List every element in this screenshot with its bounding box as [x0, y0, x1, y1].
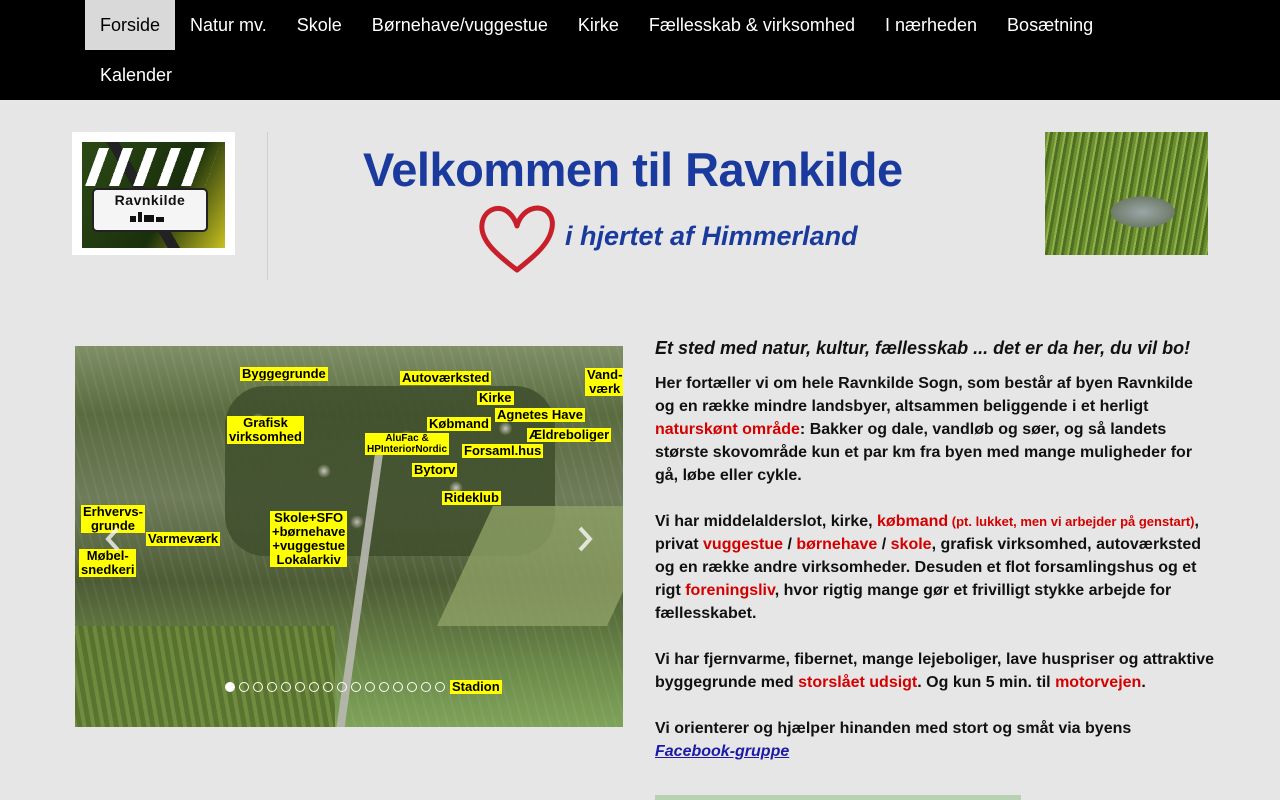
map-label-aeldreboliger: Ældreboliger	[529, 427, 610, 442]
intro-content	[655, 336, 1215, 786]
kobmand-note: (pt. lukket, men vi arbejder på genstart)	[948, 514, 1195, 529]
intro-paragraph-community	[655, 717, 1215, 763]
slider-dot[interactable]	[351, 682, 361, 692]
logo-image	[82, 142, 225, 248]
link-skole[interactable]: skole	[890, 536, 932, 553]
slider-dot[interactable]	[225, 682, 235, 692]
nav-item-kalender[interactable]: Kalender	[100, 65, 173, 85]
slider-dot[interactable]	[239, 682, 249, 692]
slider-dot[interactable]	[267, 682, 277, 692]
logo-stripes	[85, 148, 219, 186]
link-storslaet-udsigt[interactable]: storslået udsigt	[798, 674, 918, 691]
text: Vi har fjernvarme, fibernet, mange lejeboliger, lave huspriser og attraktive byggegrunde med	[655, 651, 1215, 691]
text: . Og kun 5 min. til	[917, 674, 1056, 691]
banner-title: Velkommen til Ravnkilde	[363, 143, 903, 196]
map-label-vandvaerk: Vand- værk	[587, 367, 623, 396]
text: Vi orienterer og hjælper hinanden med stort og småt via byens	[655, 720, 1132, 737]
slider-dot[interactable]	[379, 682, 389, 692]
map-label-kobmand: Købmand	[429, 416, 489, 431]
slider-dot[interactable]	[309, 682, 319, 692]
slider-pagination	[225, 682, 445, 692]
main-navigation	[0, 0, 1280, 100]
town-sign	[92, 188, 208, 232]
map-label-forsamlingshus: Forsaml.hus	[464, 443, 542, 458]
skyline-icon	[130, 212, 170, 222]
nav-item-faellesskab[interactable]: Fællesskab & virksomhed	[648, 15, 855, 35]
slider-dot[interactable]	[435, 682, 445, 692]
link-vuggestue[interactable]: vuggestue	[703, 536, 784, 553]
link-facebook-gruppe[interactable]: Facebook-gruppe	[655, 743, 790, 760]
town-sign-text: Ravnkilde	[114, 192, 186, 208]
map-label-autovaerksted: Autoværksted	[402, 370, 490, 385]
map-label-rideklub: Rideklub	[444, 490, 499, 505]
banner-subtitle: i hjertet af Himmerland	[565, 221, 858, 251]
header-divider	[267, 132, 268, 280]
text: /	[877, 536, 891, 553]
slider-dot[interactable]	[323, 682, 333, 692]
nav-item-natur[interactable]: Natur mv.	[190, 15, 267, 35]
nav-item-bornehave[interactable]: Børnehave/vuggestue	[371, 15, 548, 35]
slider-dot[interactable]	[281, 682, 291, 692]
heart-icon	[476, 202, 558, 274]
nature-stream-photo	[1045, 132, 1208, 255]
tagline: Et sted med natur, kultur, fællesskab ... det er da her, du vil bo!	[655, 338, 1191, 358]
nav-item-skole[interactable]: Skole	[296, 15, 342, 35]
link-kobmand[interactable]: købmand	[877, 513, 949, 530]
text: , grafisk virksomhed, autoværksted og en række andre virksomheder. Desuden et flot forsamlingshus og et rigt	[655, 536, 1201, 599]
intro-paragraph-housing	[655, 648, 1215, 694]
map-label-varmevaerk: Varmeværk	[148, 531, 219, 546]
nav-row-2	[85, 50, 187, 100]
slider-dot[interactable]	[337, 682, 347, 692]
text: , privat	[655, 513, 1199, 553]
map-label-erhvervsgrunde: Erhvervs- grunde	[83, 504, 143, 533]
text: : Bakker og dale, vandløb og søer, og så landets største skovområde kun et par km fra byen med mange muligheder for gå, løbe eller cykle.	[655, 421, 1193, 484]
nav-row-1	[85, 0, 1108, 50]
map-label-grafisk: Grafisk virksomhed	[229, 415, 302, 444]
text: Vi har middelalderslot, kirke,	[655, 513, 878, 530]
chevron-right-icon[interactable]	[575, 524, 595, 554]
slider-dot[interactable]	[393, 682, 403, 692]
link-foreningsliv[interactable]: foreningsliv	[685, 582, 775, 599]
map-label-alufac: AluFac & HPInteriorNordic	[367, 433, 448, 455]
slider-dot[interactable]	[421, 682, 431, 692]
truncated-highlight-line	[655, 795, 1021, 800]
nav-item-i-naerheden[interactable]: I nærheden	[884, 15, 978, 35]
field-area	[75, 626, 335, 727]
link-motorvejen[interactable]: motorvejen	[1055, 674, 1142, 691]
text: /	[783, 536, 797, 553]
map-label-byggegrunde: Byggegrunde	[242, 366, 326, 381]
site-logo[interactable]	[72, 132, 235, 255]
aerial-map-slider[interactable]	[75, 346, 623, 727]
chevron-left-icon[interactable]	[103, 524, 123, 554]
map-label-agnetes-have: Agnetes Have	[497, 407, 583, 422]
slider-dot[interactable]	[253, 682, 263, 692]
map-label-skole: Skole+SFO +børnehave +vuggestue Lokalarkiv	[272, 510, 346, 567]
slider-dot[interactable]	[407, 682, 417, 692]
link-naturskont-omrade[interactable]: naturskønt område	[655, 421, 800, 438]
map-label-stadion: Stadion	[452, 679, 500, 694]
link-bornehave[interactable]: børnehave	[796, 536, 878, 553]
text: Her fortæller vi om hele Ravnkilde Sogn, som består af byen Ravnkilde og en række mindre landsbyer, altsammen beliggende i et herligt	[655, 375, 1193, 415]
text: , hvor rigtig mange gør et frivilligt stykke arbejde for fællesskabet.	[655, 582, 1172, 622]
nav-item-bosaetning[interactable]: Bosætning	[1007, 15, 1094, 35]
slider-dot[interactable]	[365, 682, 375, 692]
intro-paragraph-facilities	[655, 510, 1215, 625]
map-label-mobelsnedkeri: Møbel- snedkeri	[81, 548, 135, 577]
welcome-banner	[300, 132, 1030, 292]
map-label-kirke: Kirke	[479, 390, 512, 405]
slider-dot[interactable]	[295, 682, 305, 692]
intro-paragraph-nature	[655, 372, 1215, 487]
text: .	[1141, 674, 1146, 691]
map-label-bytorv: Bytorv	[414, 462, 456, 477]
nav-item-kirke[interactable]: Kirke	[577, 15, 619, 35]
nav-item-forside[interactable]: Forside	[85, 0, 175, 50]
